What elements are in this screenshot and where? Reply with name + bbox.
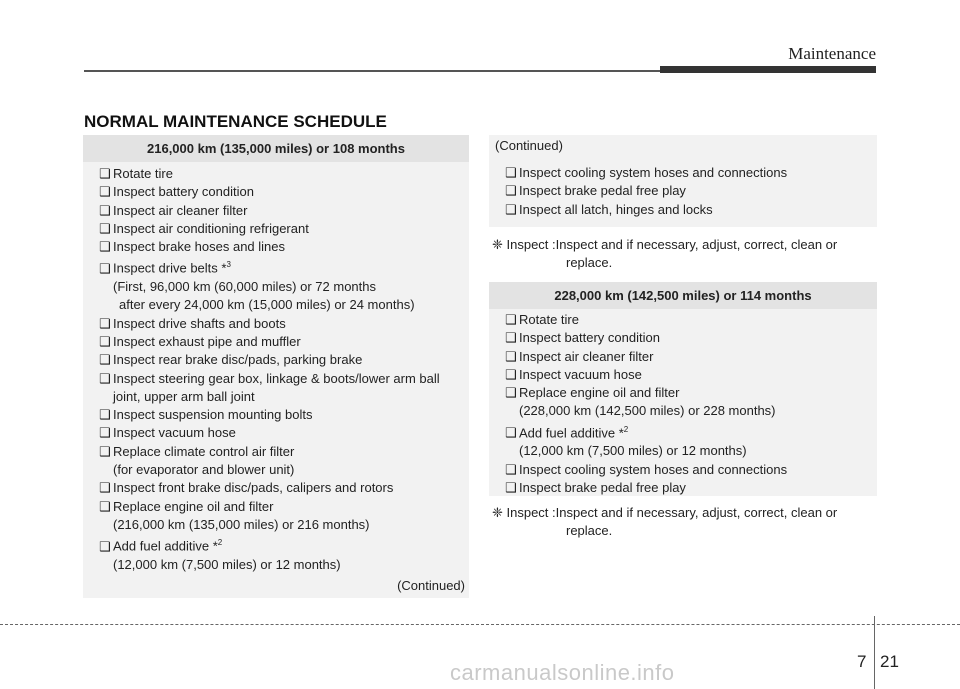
schedule-item <box>83 220 469 238</box>
footer-rule <box>0 624 960 625</box>
left-continued-label: (Continued) <box>397 578 465 593</box>
checkbox-icon: ❑ <box>505 183 517 199</box>
schedule-item <box>489 461 877 479</box>
footnote-ref: 3 <box>226 260 231 270</box>
checkbox-icon: ❑ <box>99 220 111 236</box>
right-continued-items <box>489 164 877 219</box>
schedule-item-text: Inspect brake pedal free play <box>519 183 686 199</box>
watermark: carmanualsonline.info <box>450 660 675 685</box>
checkbox-icon: ❑ <box>99 407 111 423</box>
right-schedule-items <box>489 311 877 497</box>
schedule-item-text: Replace climate control air filter <box>113 443 295 459</box>
schedule-item-text: Inspect brake pedal free play <box>519 480 686 495</box>
checkbox-icon: ❑ <box>99 184 111 200</box>
checkbox-icon: ❑ <box>505 201 517 217</box>
footnote-ref: 2 <box>217 538 223 548</box>
schedule-item <box>489 311 877 329</box>
checkbox-icon: ❑ <box>99 166 111 181</box>
schedule-item <box>83 406 469 424</box>
schedule-item-text: Rotate tire <box>113 166 173 181</box>
schedule-item <box>83 165 469 183</box>
schedule-item <box>83 370 469 388</box>
schedule-item-text: Add fuel additive * <box>113 538 218 554</box>
header-rule-accent <box>660 66 876 73</box>
right-continued-label: (Continued) <box>495 138 563 153</box>
schedule-item-text: Inspect battery condition <box>519 330 660 346</box>
checkbox-icon: ❑ <box>505 385 517 401</box>
schedule-item-detail: after every 24,000 km (15,000 miles) or 24 months) <box>119 297 415 313</box>
checkbox-icon: ❑ <box>99 315 111 331</box>
schedule-item-text: Replace engine oil and filter <box>113 498 274 514</box>
schedule-item-text: Inspect vacuum hose <box>519 366 642 382</box>
schedule-item-text: Inspect exhaust pipe and muffler <box>113 334 301 349</box>
schedule-item-text: Rotate tire <box>519 312 579 327</box>
checkbox-icon: ❑ <box>505 165 517 180</box>
checkbox-icon: ❑ <box>99 370 111 386</box>
inspect-note-text: Inspect and if necessary, adjust, correct, clean or <box>555 505 838 520</box>
schedule-item-text: Replace engine oil and filter <box>519 385 680 401</box>
schedule-item-text: Inspect cooling system hoses and connections <box>519 165 788 180</box>
checkbox-icon: ❑ <box>99 352 111 368</box>
schedule-item-text: Inspect all latch, hinges and locks <box>519 201 713 217</box>
schedule-item-text: Add fuel additive * <box>519 425 624 441</box>
schedule-item-text: Inspect drive shafts and boots <box>113 315 286 331</box>
inspect-note-label: ❈ Inspect : <box>492 505 556 520</box>
schedule-item-detail: (12,000 km (7,500 miles) or 12 months) <box>113 556 341 572</box>
schedule-item <box>489 201 877 219</box>
checkbox-icon: ❑ <box>99 239 111 255</box>
right-continued-box <box>489 135 877 227</box>
schedule-item <box>83 479 469 497</box>
schedule-item <box>83 315 469 333</box>
section-title: NORMAL MAINTENANCE SCHEDULE <box>84 112 387 131</box>
schedule-item-detail: (228,000 km (142,500 miles) or 228 months) <box>519 403 776 419</box>
schedule-item-text: Inspect battery condition <box>113 184 254 200</box>
schedule-item <box>83 333 469 351</box>
header-rule <box>84 70 660 72</box>
schedule-item-text: Inspect drive belts * <box>113 260 227 276</box>
checkbox-icon: ❑ <box>505 480 517 495</box>
schedule-item <box>83 443 469 461</box>
schedule-item <box>83 183 469 201</box>
footer-divider <box>874 616 875 689</box>
schedule-item <box>83 202 469 220</box>
schedule-item <box>489 348 877 366</box>
schedule-item <box>489 421 877 443</box>
schedule-item-text: Inspect air conditioning refrigerant <box>113 220 309 236</box>
schedule-item-detail: (for evaporator and blower unit) <box>113 462 295 478</box>
checkbox-icon: ❑ <box>505 366 517 382</box>
checkbox-icon: ❑ <box>99 480 111 496</box>
checkbox-icon: ❑ <box>99 202 111 218</box>
inspect-note-2 <box>492 504 877 541</box>
schedule-item-text: Inspect air cleaner filter <box>519 348 654 364</box>
checkbox-icon: ❑ <box>505 425 517 441</box>
page-number: 21 <box>880 652 899 671</box>
checkbox-icon: ❑ <box>505 348 517 364</box>
inspect-note-text: Inspect and if necessary, adjust, correct, clean or <box>555 237 838 252</box>
page-chapter-number: 7 <box>857 652 867 671</box>
schedule-item-text: Inspect brake hoses and lines <box>113 239 285 255</box>
left-schedule-items <box>83 165 469 574</box>
schedule-item <box>489 366 877 384</box>
schedule-item-text: Inspect vacuum hose <box>113 425 236 441</box>
schedule-item <box>489 479 877 497</box>
schedule-item <box>83 256 469 278</box>
schedule-item-text: Inspect cooling system hoses and connections <box>519 461 788 477</box>
inspect-note-text-cont: replace. <box>566 523 613 539</box>
schedule-item-text: Inspect steering gear box, linkage & boots/lower arm ball <box>113 370 440 386</box>
running-header-title: Maintenance <box>788 44 876 63</box>
checkbox-icon: ❑ <box>505 461 517 477</box>
schedule-item <box>489 164 877 182</box>
schedule-item <box>489 329 877 347</box>
checkbox-icon: ❑ <box>505 312 517 327</box>
checkbox-icon: ❑ <box>505 330 517 346</box>
schedule-item-text: Inspect rear brake disc/pads, parking brake <box>113 352 363 368</box>
schedule-item <box>83 238 469 256</box>
checkbox-icon: ❑ <box>99 260 111 276</box>
schedule-item <box>83 351 469 369</box>
checkbox-icon: ❑ <box>99 498 111 514</box>
checkbox-icon: ❑ <box>99 538 111 554</box>
checkbox-icon: ❑ <box>99 425 111 441</box>
inspect-note-text-cont: replace. <box>566 255 613 271</box>
footnote-ref: 2 <box>623 424 629 434</box>
inspect-note-label: ❈ Inspect : <box>492 237 556 252</box>
schedule-item <box>83 424 469 442</box>
left-schedule-heading: 216,000 km (135,000 miles) or 108 months <box>83 135 469 162</box>
schedule-item-text: Inspect air cleaner filter <box>113 202 248 218</box>
schedule-item <box>83 534 469 556</box>
schedule-item-detail: (First, 96,000 km (60,000 miles) or 72 months <box>113 279 376 295</box>
schedule-item <box>489 384 877 402</box>
right-schedule-box <box>489 282 877 496</box>
schedule-item-detail: (12,000 km (7,500 miles) or 12 months) <box>519 443 747 459</box>
schedule-item-text: Inspect suspension mounting bolts <box>113 407 313 423</box>
schedule-item <box>83 498 469 516</box>
left-schedule-box <box>83 135 469 598</box>
schedule-item-text: Inspect front brake disc/pads, calipers and rotors <box>113 480 394 496</box>
checkbox-icon: ❑ <box>99 334 111 349</box>
right-schedule-heading: 228,000 km (142,500 miles) or 114 months <box>489 282 877 309</box>
schedule-item <box>489 182 877 200</box>
checkbox-icon: ❑ <box>99 443 111 459</box>
schedule-item-detail: (216,000 km (135,000 miles) or 216 months) <box>113 516 370 532</box>
schedule-item-detail: joint, upper arm ball joint <box>113 388 255 404</box>
inspect-note-1 <box>492 236 877 273</box>
